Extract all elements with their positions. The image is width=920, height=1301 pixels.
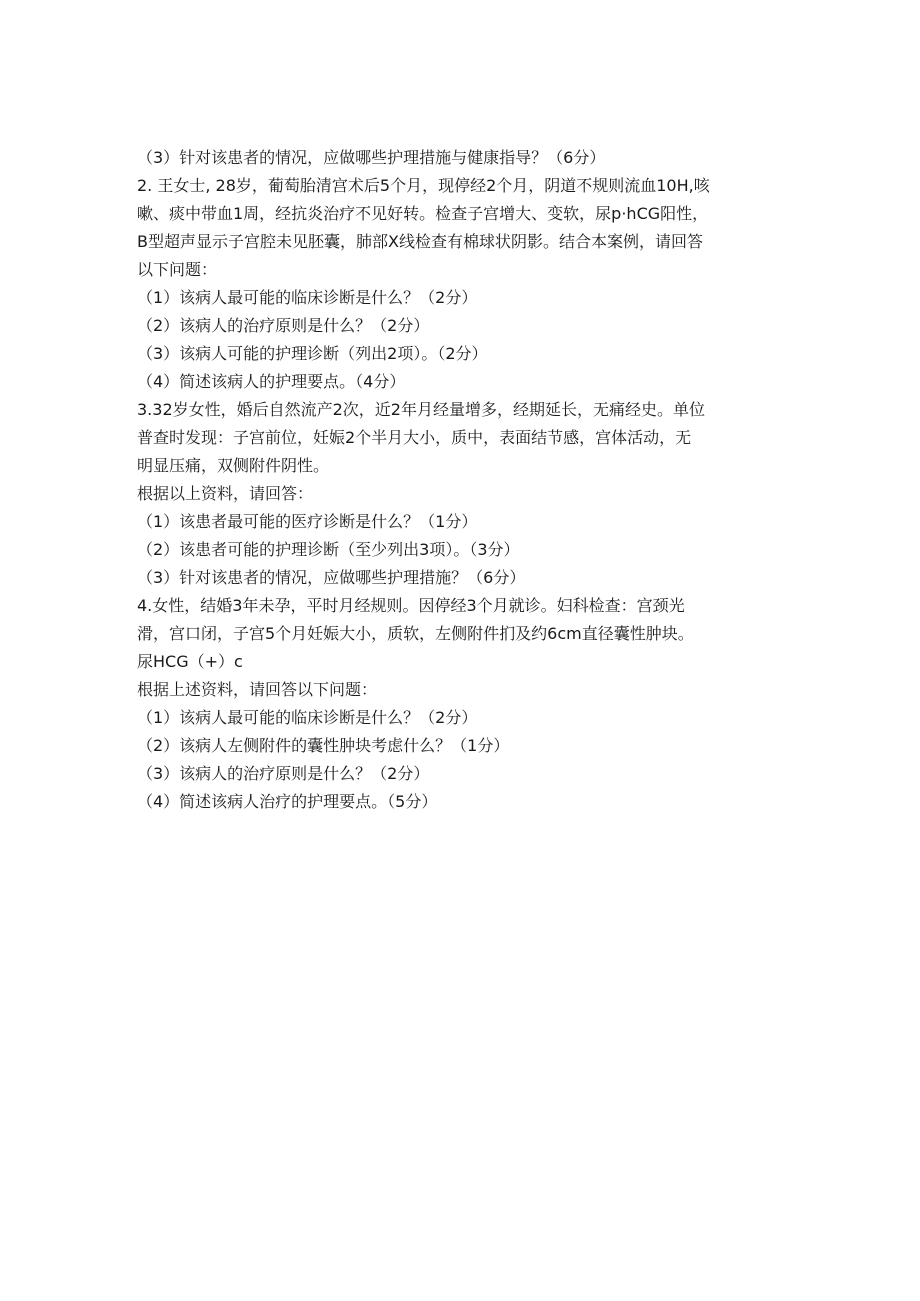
- text-line: 尿HCG（+）c: [137, 652, 243, 671]
- text-line: （4）简述该病人治疗的护理要点。（5分）: [137, 792, 438, 811]
- text-line: 3.32岁女性，婚后自然流产2次，近2年月经量增多，经期延长，无痛经史。单位: [137, 400, 705, 419]
- text-line: （3）针对该患者的情况，应做哪些护理措施？（6分）: [137, 568, 526, 587]
- text-line: B型超声显示子宫腔未见胚囊，肺部X线检查有棉球状阴影。结合本案例，请回答: [137, 232, 703, 251]
- text-line: （3）该病人可能的护理诊断（列出2项）。（2分）: [137, 344, 488, 363]
- text-line: （2）该病人的治疗原则是什么？（2分）: [137, 316, 430, 335]
- text-line: 普查时发现：子宫前位，妊娠2个半月大小，质中，表面结节感，宫体活动，无: [137, 428, 692, 447]
- text-line: 以下问题：: [137, 260, 218, 279]
- text-line: 滑，宫口闭，子宫5个月妊娠大小，质软，左侧附件扪及约6cm直径囊性肿块。: [137, 624, 694, 643]
- text-line: 明显压痛，双侧附件阴性。: [137, 456, 330, 475]
- text-line: 根据以上资料，请回答：: [137, 484, 314, 503]
- text-line: （4）简述该病人的护理要点。（4分）: [137, 372, 406, 391]
- text-line: （2）该患者可能的护理诊断（至少列出3项）。（3分）: [137, 540, 520, 559]
- text-line: （1）该患者最可能的医疗诊断是什么？（1分）: [137, 512, 478, 531]
- text-line: 4.女性，结婚3年未孕，平时月经规则。因停经3个月就诊。妇科检查：宫颈光: [137, 596, 685, 615]
- text-line: （3）该病人的治疗原则是什么？（2分）: [137, 764, 430, 783]
- text-line: 嗽、痰中带血1周，经抗炎治疗不见好转。检查子宫增大、变软，尿p·hCG阳性，: [137, 204, 709, 223]
- text-line: （3）针对该患者的情况，应做哪些护理措施与健康指导？（6分）: [137, 148, 606, 167]
- text-line: （1）该病人最可能的临床诊断是什么？（2分）: [137, 288, 478, 307]
- text-line: 2. 王女士, 28岁，葡萄胎清宫术后5个月，现停经2个月，阴道不规则流血10H,咳: [137, 176, 710, 195]
- text-line: 根据上述资料，请回答以下问题：: [137, 680, 378, 699]
- document-body: [137, 144, 787, 816]
- text-line: （2）该病人左侧附件的囊性肿块考虑什么？（1分）: [137, 736, 510, 755]
- text-line: （1）该病人最可能的临床诊断是什么？（2分）: [137, 708, 478, 727]
